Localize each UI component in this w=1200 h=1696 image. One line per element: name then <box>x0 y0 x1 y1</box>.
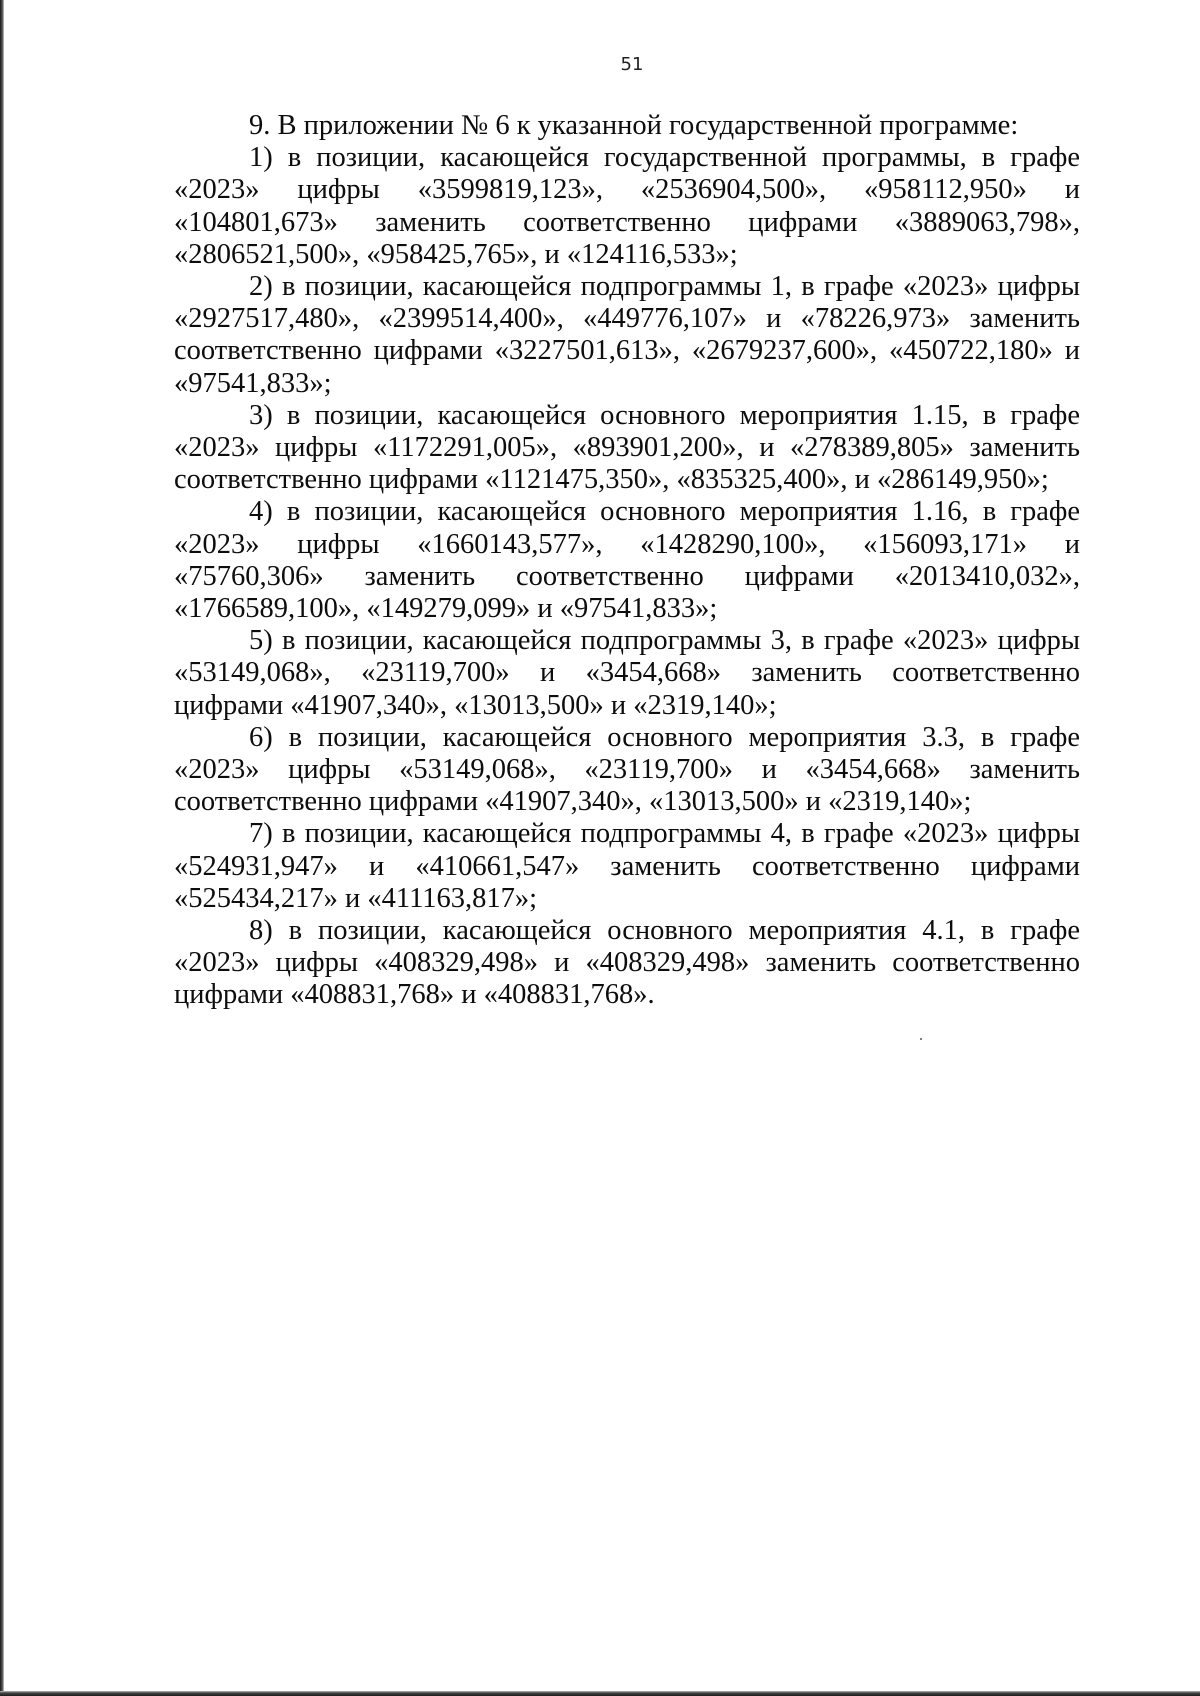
scan-speck <box>920 1038 922 1040</box>
list-item-5: 5) в позиции, касающейся подпрограммы 3, в графе «2023» цифры «53149,068», «23119,700» и «3454,668» заменить соответственно цифрами «41907,340», «13013,500» и «2319,140»; <box>174 625 1080 721</box>
list-item-6: 6) в позиции, касающейся основного мероприятия 3.3, в графе «2023» цифры «53149,068», «23119,700» и «3454,668» заменить соответственно цифрами «41907,340», «13013,500» и «2319,140»; <box>174 721 1080 818</box>
list-item-1: 1) в позиции, касающейся государственной программы, в графе «2023» цифры «3599819,123», «2536904,500», «958112,950» и «104801,673» заменить соответственно цифрами «3889063,798», «2806521,500», «958425,765», и «124116,533»; <box>174 142 1080 270</box>
list-item-4: 4) в позиции, касающейся основного мероприятия 1.16, в графе «2023» цифры «1660143,577», «1428290,100», «156093,171» и «75760,306» заменить соответственно цифрами «2013410,032», «1766589,100», «149279,099» и «97541,833»; <box>174 496 1080 625</box>
list-item-8: 8) в позиции, касающейся основного мероприятия 4.1, в графе «2023» цифры «408329,498» и «408329,498» заменить соответственно цифрами «408831,768» и «408831,768». <box>174 915 1080 1011</box>
scan-left-edge <box>0 0 4 1696</box>
list-item-3: 3) в позиции, касающейся основного мероприятия 1.15, в графе «2023» цифры «1172291,005», «893901,200», и «278389,805» заменить соответственно цифрами «1121475,350», «835325,400», и «286149,950»; <box>174 399 1080 496</box>
section-heading: 9. В приложении № 6 к указанной государственной программе: <box>249 110 1019 141</box>
list-item-7: 7) в позиции, касающейся подпрограммы 4, в графе «2023» цифры «524931,947» и «410661,547» заменить соответственно цифрами «525434,217» и «411163,817»; <box>174 818 1080 914</box>
scan-bottom-edge <box>0 1691 1200 1696</box>
page-number: 51 <box>620 54 644 75</box>
document-body <box>174 110 1080 1012</box>
list-item-2: 2) в позиции, касающейся подпрограммы 1, в графе «2023» цифры «2927517,480», «2399514,400», «449776,107» и «78226,973» заменить соответственно цифрами «3227501,613», «2679237,600», «450722,180» и «97541,833»; <box>174 271 1080 399</box>
